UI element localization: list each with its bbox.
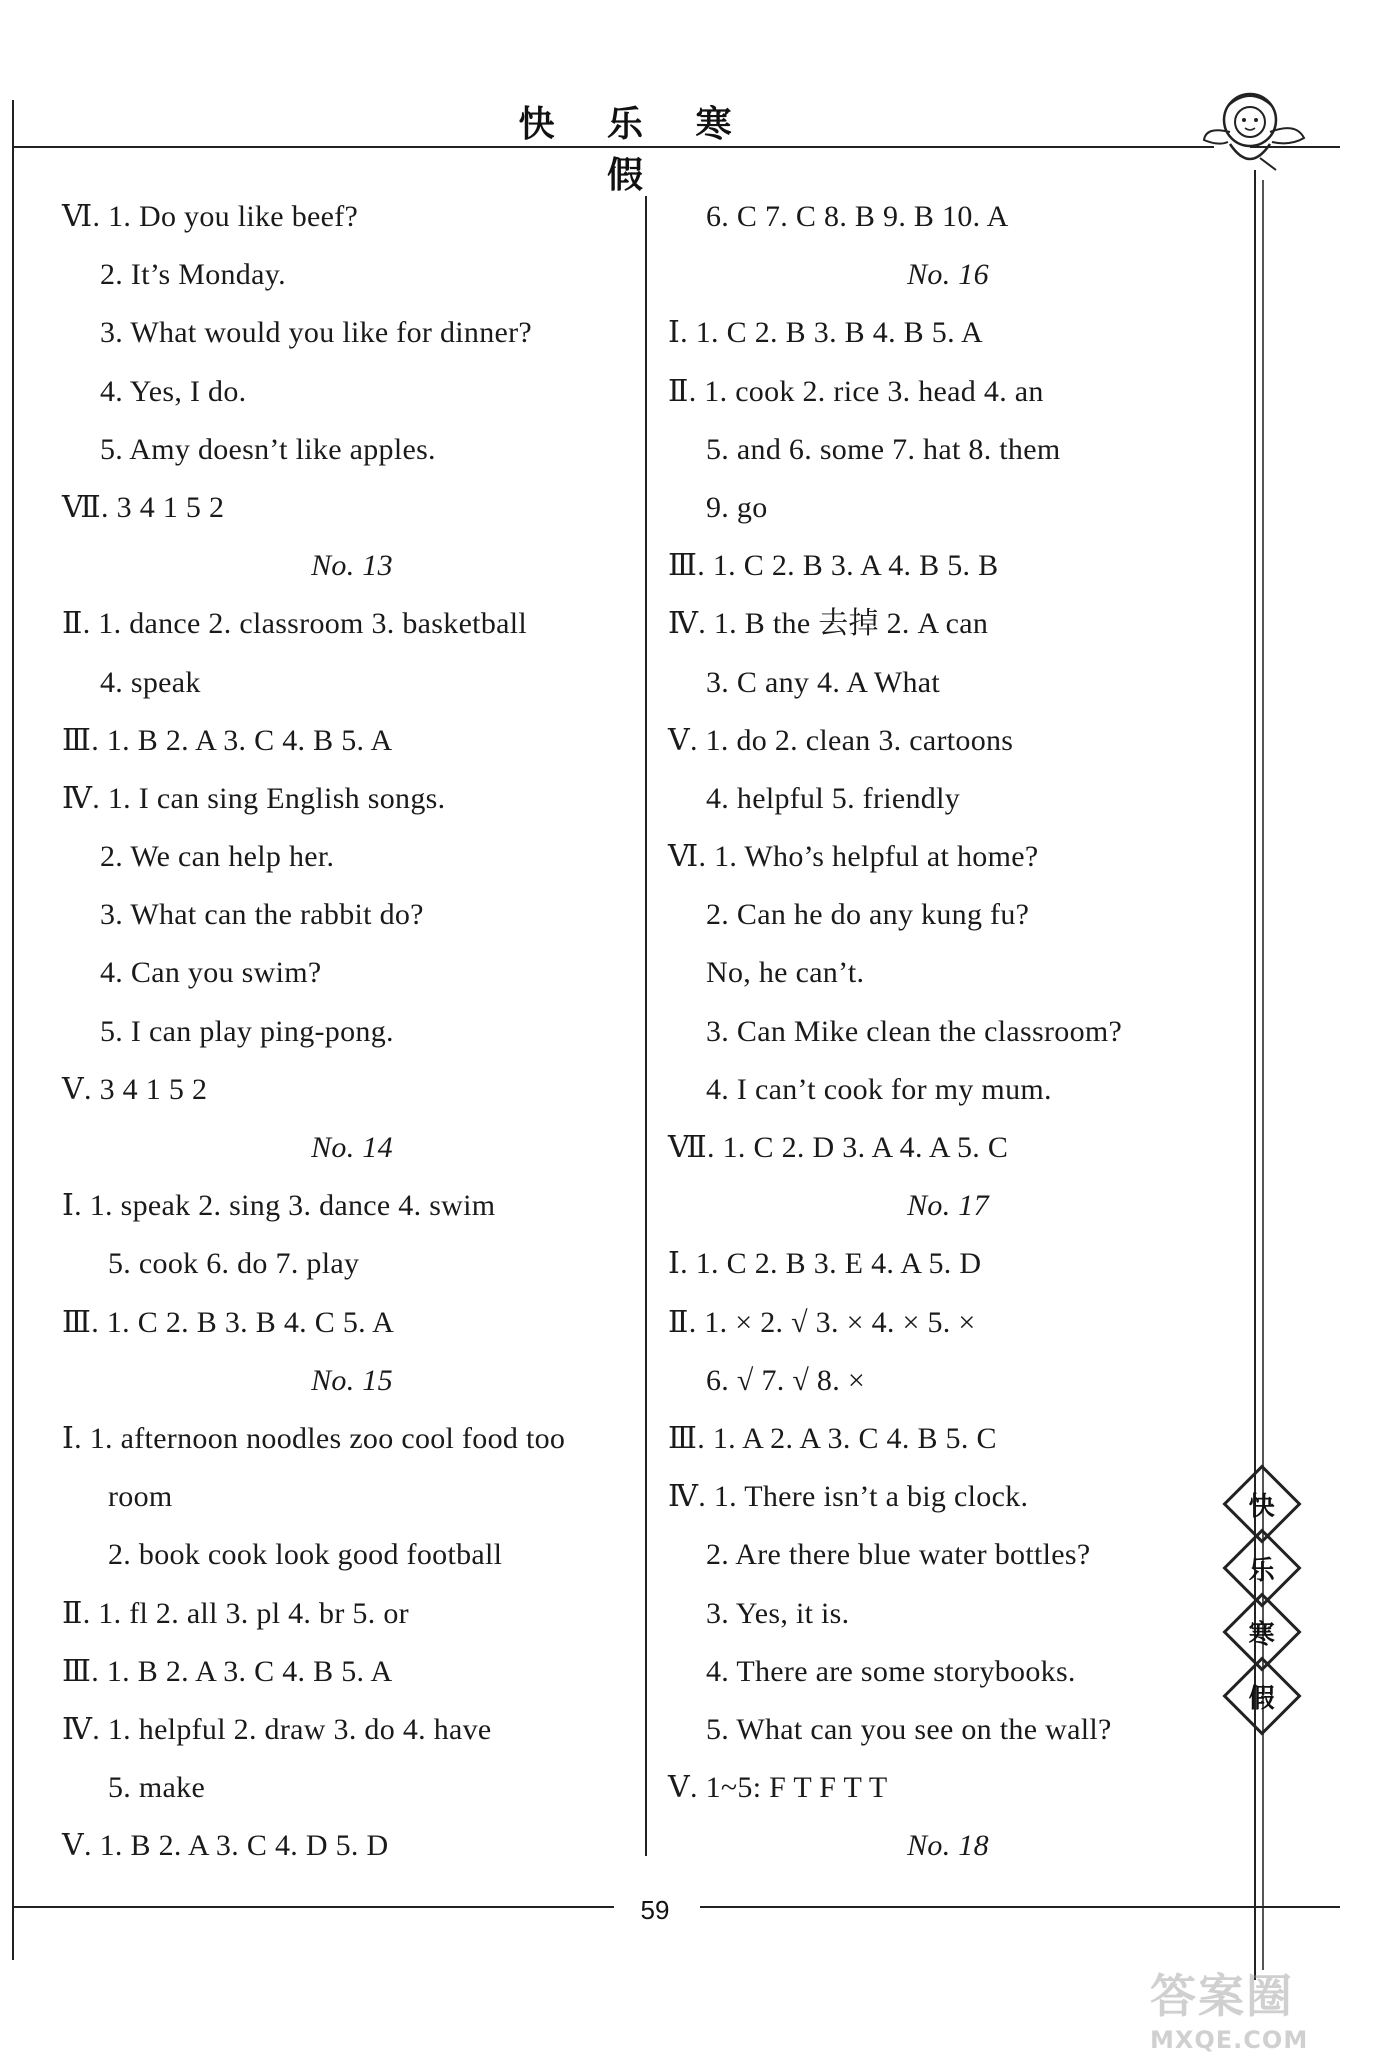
section-heading: No. 18 bbox=[907, 1829, 989, 1863]
banner-char-text: 假 bbox=[1248, 1683, 1276, 1714]
banner-char-text: 快 bbox=[1248, 1491, 1276, 1522]
answer-line: Ⅲ. 1. C 2. B 3. A 4. B 5. B bbox=[668, 549, 999, 583]
section-heading: No. 17 bbox=[907, 1189, 989, 1223]
answer-line: 3. Can Mike clean the classroom? bbox=[706, 1014, 1123, 1048]
answer-line: 3. What can the rabbit do? bbox=[100, 898, 424, 932]
header-rule bbox=[14, 146, 1214, 148]
answer-line: 5. make bbox=[108, 1771, 206, 1805]
watermark-url: MXQE.COM bbox=[1150, 2026, 1309, 2054]
answer-line: 2. We can help her. bbox=[100, 840, 335, 874]
answer-line: 5. I can play ping-pong. bbox=[100, 1014, 394, 1048]
column-divider bbox=[645, 196, 647, 1856]
answer-line: 4. There are some storybooks. bbox=[706, 1654, 1076, 1688]
answer-line: Ⅲ. 1. B 2. A 3. C 4. B 5. A bbox=[62, 1654, 393, 1688]
answer-line: 4. speak bbox=[100, 665, 201, 699]
banner-char bbox=[1222, 1656, 1301, 1735]
watermark-logo: 答案圈 bbox=[1150, 1969, 1294, 2023]
answer-line: Ⅱ. 1. dance 2. classroom 3. basketball bbox=[62, 607, 528, 641]
answer-line: 4. Yes, I do. bbox=[100, 374, 247, 408]
mascot-icon bbox=[1200, 82, 1310, 182]
answer-line: 2. book cook look good football bbox=[108, 1538, 503, 1572]
answer-line: Ⅰ. 1. C 2. B 3. B 4. B 5. A bbox=[668, 316, 983, 350]
answer-line: room bbox=[108, 1480, 173, 1514]
answer-line: Ⅳ. 1. There isn’t a big clock. bbox=[668, 1480, 1029, 1514]
answer-line: Ⅴ. 1. B 2. A 3. C 4. D 5. D bbox=[62, 1829, 389, 1863]
answer-line: 6. C 7. C 8. B 9. B 10. A bbox=[706, 200, 1009, 233]
answer-line: 5. and 6. some 7. hat 8. them bbox=[706, 432, 1061, 466]
site-watermark bbox=[1150, 1960, 1380, 2054]
answer-line: 3. Yes, it is. bbox=[706, 1596, 850, 1630]
answer-line: No, he can’t. bbox=[706, 956, 865, 990]
right-rail-inner bbox=[1262, 180, 1264, 940]
right-answer-column bbox=[668, 188, 1228, 1875]
answer-line: Ⅰ. 1. speak 2. sing 3. dance 4. swim bbox=[62, 1189, 496, 1223]
answer-line: Ⅲ. 1. A 2. A 3. C 4. B 5. C bbox=[668, 1421, 997, 1455]
answer-line: Ⅶ. 3 4 1 5 2 bbox=[62, 490, 225, 524]
answer-line: Ⅴ. 3 4 1 5 2 bbox=[62, 1072, 208, 1106]
section-heading: No. 14 bbox=[311, 1131, 393, 1164]
answer-line: Ⅶ. 1. C 2. D 3. A 4. A 5. C bbox=[668, 1131, 1009, 1164]
banner-char-text: 寒 bbox=[1248, 1619, 1276, 1650]
answer-line: Ⅳ. 1. helpful 2. draw 3. do 4. have bbox=[62, 1712, 492, 1746]
answer-line: Ⅴ. 1~5: F T F T T bbox=[668, 1771, 888, 1805]
answer-line: 3. What would you like for dinner? bbox=[100, 316, 533, 350]
right-rail-inner-2 bbox=[1262, 930, 1264, 1970]
answer-line: 5. What can you see on the wall? bbox=[706, 1712, 1112, 1746]
answer-line: 4. Can you swim? bbox=[100, 956, 322, 990]
answer-line: Ⅳ. 1. I can sing English songs. bbox=[62, 781, 446, 815]
left-answer-column bbox=[62, 188, 642, 1875]
answer-line: Ⅴ. 1. do 2. clean 3. cartoons bbox=[668, 723, 1014, 757]
section-heading: No. 13 bbox=[311, 549, 393, 583]
left-margin-rule bbox=[12, 100, 14, 1960]
answer-line: Ⅰ. 1. afternoon noodles zoo cool food too bbox=[62, 1421, 566, 1455]
answer-line: 2. Are there blue water bottles? bbox=[706, 1538, 1091, 1572]
answer-line: 5. cook 6. do 7. play bbox=[108, 1247, 360, 1281]
page-number: 59 bbox=[640, 1895, 670, 1925]
footer-rule-left bbox=[14, 1906, 614, 1908]
section-heading: No. 16 bbox=[907, 258, 989, 292]
footer-rule-right bbox=[700, 1906, 1340, 1908]
answer-line: 4. helpful 5. friendly bbox=[706, 781, 961, 815]
answer-line: 5. Amy doesn’t like apples. bbox=[100, 432, 436, 466]
answer-line: Ⅰ. 1. C 2. B 3. E 4. A 5. D bbox=[668, 1247, 982, 1281]
answer-line: Ⅱ. 1. cook 2. rice 3. head 4. an bbox=[668, 374, 1044, 408]
answer-line: Ⅲ. 1. B 2. A 3. C 4. B 5. A bbox=[62, 723, 393, 757]
answer-line: Ⅱ. 1. fl 2. all 3. pl 4. br 5. or bbox=[62, 1596, 409, 1630]
answer-line: Ⅱ. 1. × 2. √ 3. × 4. × 5. × bbox=[668, 1305, 976, 1339]
answer-line: Ⅵ. 1. Do you like beef? bbox=[62, 200, 359, 233]
page-header-title: 快 乐 寒 假 bbox=[518, 104, 752, 196]
answer-line: 3. C any 4. A What bbox=[706, 665, 941, 699]
answer-line: 4. I can’t cook for my mum. bbox=[706, 1072, 1052, 1106]
section-heading: No. 15 bbox=[311, 1363, 393, 1397]
banner-char-text: 乐 bbox=[1248, 1555, 1276, 1586]
answer-line: 6. √ 7. √ 8. × bbox=[706, 1363, 866, 1397]
answer-line: 9. go bbox=[706, 490, 768, 524]
answer-line: Ⅲ. 1. C 2. B 3. B 4. C 5. A bbox=[62, 1305, 395, 1339]
side-banner bbox=[1226, 1476, 1294, 1732]
answer-line: Ⅵ. 1. Who’s helpful at home? bbox=[668, 840, 1039, 874]
answer-line: Ⅳ. 1. B the 去掉 2. A can bbox=[668, 607, 989, 641]
answer-line: 2. Can he do any kung fu? bbox=[706, 898, 1030, 932]
answer-line: 2. It’s Monday. bbox=[100, 258, 286, 292]
